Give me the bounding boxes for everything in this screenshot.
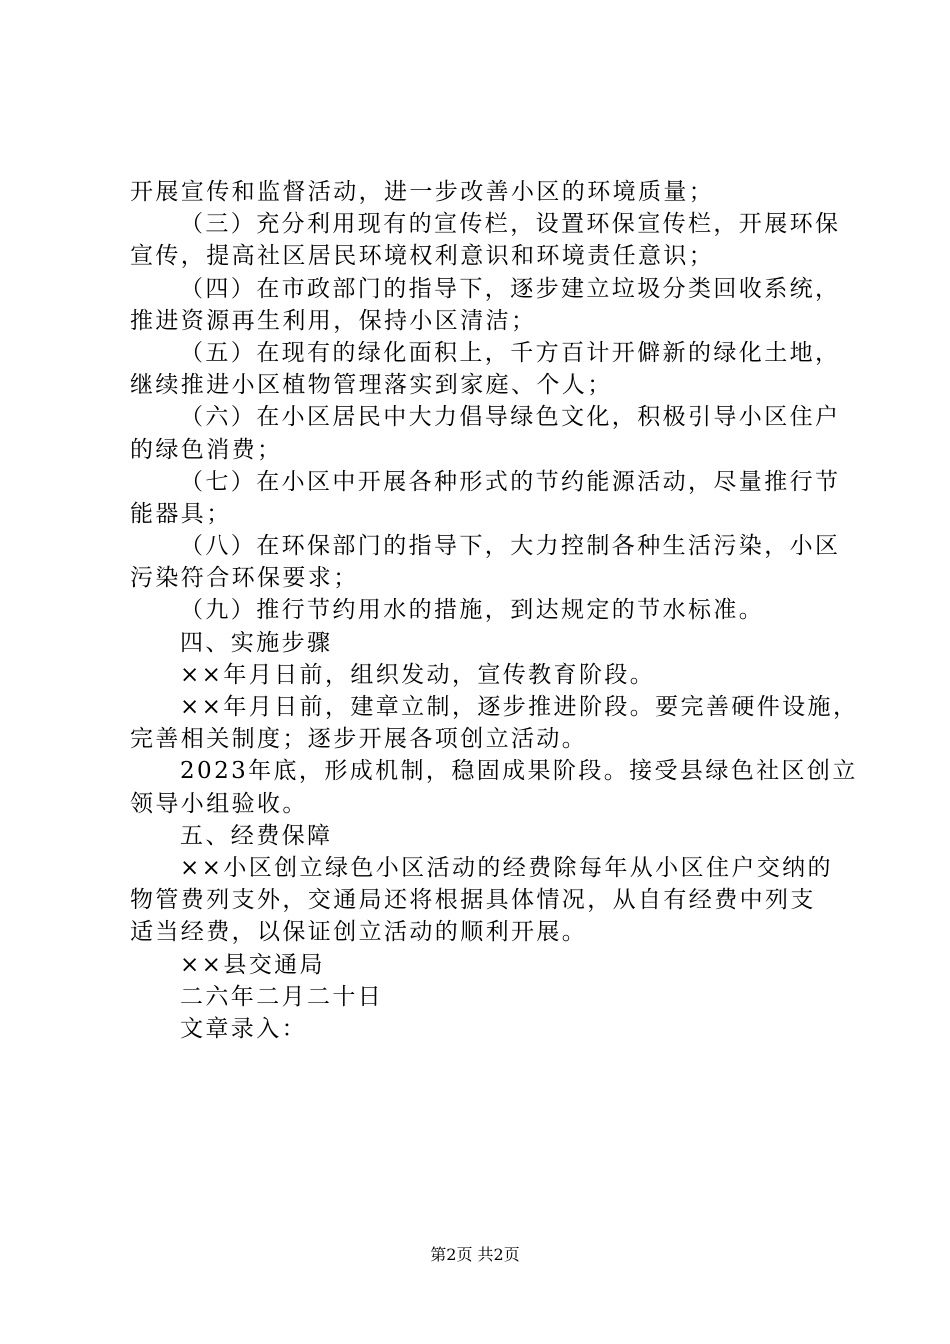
paragraph-line: 宣传，提高社区居民环境权利意识和环境责任意识； xyxy=(130,243,715,270)
paragraph-line: （七）在小区中开展各种形式的节约能源活动，尽量推行节 xyxy=(180,468,841,495)
paragraph-line: 物管费列支外，交通局还将根据具体情况，从自有经费中列支 xyxy=(130,887,816,914)
paragraph-line: 继续推进小区植物管理落实到家庭、个人； xyxy=(130,372,613,399)
page-footer xyxy=(0,1244,950,1266)
paragraph-line: ××年月日前，组织发动，宣传教育阶段。 xyxy=(180,661,656,688)
paragraph-line: 的绿色消费； xyxy=(130,436,283,463)
paragraph-line: 污染符合环保要求； xyxy=(130,565,359,592)
paragraph-line: （九）推行节约用水的措施，到达规定的节水标准。 xyxy=(180,597,765,624)
paragraph-line: 开展宣传和监督活动，进一步改善小区的环境质量； xyxy=(130,179,715,205)
paragraph-line: 推进资源再生利用，保持小区清洁； xyxy=(130,307,537,334)
paragraph-line: 2023年底，形成机制，稳固成果阶段。接受县绿色社区创立 xyxy=(180,758,858,785)
paragraph-line: （四）在市政部门的指导下，逐步建立垃圾分类回收系统， xyxy=(180,275,841,302)
entry-label: 文章录入： xyxy=(180,1015,307,1042)
paragraph-line: （八）在环保部门的指导下，大力控制各种生活污染，小区 xyxy=(180,533,841,560)
paragraph-line: ××年月日前，建章立制，逐步推进阶段。要完善硬件设施， xyxy=(180,694,859,720)
paragraph-line: 适当经费，以保证创立活动的顺利开展。 xyxy=(130,919,588,946)
page-number: 第2页 共2页 xyxy=(430,1245,520,1264)
paragraph-line: （五）在现有的绿化面积上，千方百计开僻新的绿化土地， xyxy=(180,339,841,366)
paragraph-line: 完善相关制度；逐步开展各项创立活动。 xyxy=(130,726,588,753)
section-heading: 四、实施步骤 xyxy=(180,629,333,656)
paragraph-line: （三）充分利用现有的宣传栏，设置环保宣传栏，开展环保 xyxy=(180,211,841,238)
paragraph-line: 能器具； xyxy=(130,500,232,527)
signature-date: 二六年二月二十日 xyxy=(180,983,384,1010)
section-heading: 五、经费保障 xyxy=(180,822,333,849)
document-body xyxy=(130,176,859,1045)
paragraph-line: ××小区创立绿色小区活动的经费除每年从小区住户交纳的 xyxy=(180,854,833,881)
paragraph-line: （六）在小区居民中大力倡导绿色文化，积极引导小区住户 xyxy=(180,404,841,431)
signature-org: ××县交通局 xyxy=(180,951,325,978)
paragraph-line: 领导小组验收。 xyxy=(130,790,308,817)
